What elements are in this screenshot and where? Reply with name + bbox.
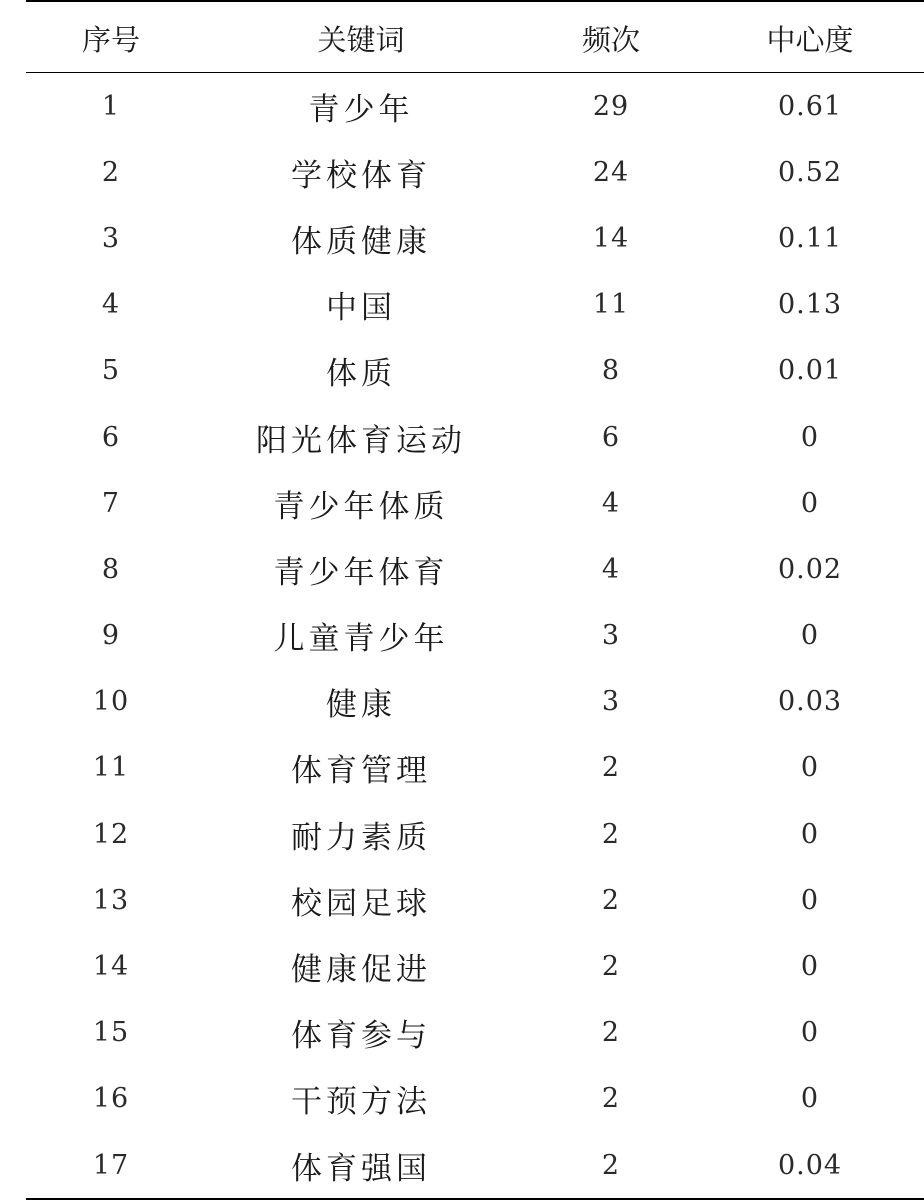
cell-keyword: 青少年体质	[273, 488, 449, 525]
cell-frequency: 24	[592, 156, 630, 188]
cell-index: 6	[101, 421, 121, 453]
header-keyword: 关键词	[317, 22, 405, 57]
cell-centrality: 0.52	[777, 156, 843, 188]
cell-index: 11	[92, 752, 130, 784]
cell-index: 7	[101, 487, 121, 519]
cell-frequency: 6	[601, 421, 621, 453]
cell-frequency: 4	[601, 553, 621, 585]
cell-frequency: 2	[601, 951, 621, 983]
table-row	[26, 73, 924, 140]
cell-frequency: 2	[601, 884, 621, 916]
table-row	[26, 1000, 924, 1066]
cell-centrality: 0	[800, 620, 820, 652]
cell-frequency: 8	[601, 355, 621, 387]
cell-centrality: 0.04	[777, 1149, 843, 1181]
table-row	[26, 404, 924, 470]
table-row	[26, 536, 924, 602]
cell-keyword: 耐力素质	[291, 819, 431, 856]
cell-centrality: 0	[800, 487, 820, 519]
cell-keyword: 中国	[326, 290, 396, 327]
cell-centrality: 0.03	[777, 686, 843, 718]
table-row	[26, 867, 924, 933]
cell-keyword: 健康	[326, 687, 396, 724]
cell-centrality: 0	[800, 818, 820, 850]
cell-keyword: 体育强国	[291, 1150, 431, 1187]
cell-index: 8	[101, 553, 121, 585]
header-row	[26, 1, 924, 73]
cell-frequency: 2	[601, 1149, 621, 1181]
cell-frequency: 4	[601, 487, 621, 519]
cell-index: 2	[101, 156, 121, 188]
table-row	[26, 669, 924, 735]
cell-keyword: 体育管理	[291, 753, 431, 790]
cell-centrality: 0	[800, 951, 820, 983]
header-index: 序号	[81, 22, 140, 57]
cell-index: 9	[101, 620, 121, 652]
cell-centrality: 0.11	[777, 222, 843, 254]
cell-centrality: 0	[800, 884, 820, 916]
keyword-frequency-table	[26, 0, 924, 1200]
table-row	[26, 603, 924, 669]
cell-index: 16	[92, 1083, 130, 1115]
table-row	[26, 1132, 924, 1199]
cell-centrality: 0	[800, 752, 820, 784]
cell-frequency: 29	[592, 90, 630, 122]
cell-keyword: 体质健康	[291, 223, 431, 260]
cell-centrality: 0.01	[777, 355, 843, 387]
cell-keyword: 阳光体育运动	[256, 422, 466, 459]
cell-frequency: 3	[601, 686, 621, 718]
cell-centrality: 0	[800, 1083, 820, 1115]
cell-frequency: 2	[601, 752, 621, 784]
cell-keyword: 干预方法	[291, 1084, 431, 1121]
table-row	[26, 1066, 924, 1132]
cell-keyword: 体育参与	[291, 1018, 431, 1055]
cell-index: 10	[92, 686, 130, 718]
cell-keyword: 学校体育	[291, 157, 431, 194]
cell-frequency: 3	[601, 620, 621, 652]
cell-centrality: 0	[800, 1017, 820, 1049]
cell-index: 3	[101, 222, 121, 254]
cell-keyword: 健康促进	[291, 952, 431, 989]
table-header	[26, 1, 924, 73]
table-row	[26, 470, 924, 536]
table-row	[26, 139, 924, 205]
cell-index: 17	[92, 1149, 130, 1181]
cell-index: 13	[92, 884, 130, 916]
keyword-table-container	[26, 0, 924, 1200]
table-row	[26, 272, 924, 338]
cell-index: 5	[101, 355, 121, 387]
cell-keyword: 儿童青少年	[273, 621, 449, 658]
cell-frequency: 11	[592, 289, 630, 321]
cell-keyword: 校园足球	[291, 885, 431, 922]
table-row	[26, 205, 924, 271]
cell-frequency: 2	[601, 1017, 621, 1049]
cell-centrality: 0.61	[777, 90, 843, 122]
cell-index: 15	[92, 1017, 130, 1049]
table-row	[26, 338, 924, 404]
cell-index: 14	[92, 951, 130, 983]
cell-keyword: 体质	[326, 356, 396, 393]
cell-centrality: 0	[800, 421, 820, 453]
cell-index: 12	[92, 818, 130, 850]
cell-keyword: 青少年	[308, 91, 414, 128]
cell-centrality: 0.13	[777, 289, 843, 321]
header-centrality: 中心度	[766, 22, 854, 57]
cell-frequency: 2	[601, 1083, 621, 1115]
cell-centrality: 0.02	[777, 553, 843, 585]
cell-index: 1	[101, 90, 121, 122]
cell-frequency: 14	[592, 222, 630, 254]
cell-frequency: 2	[601, 818, 621, 850]
cell-keyword: 青少年体育	[273, 554, 449, 591]
table-body	[26, 73, 924, 1200]
table-row	[26, 735, 924, 801]
header-frequency: 频次	[581, 22, 640, 57]
cell-index: 4	[101, 289, 121, 321]
table-row	[26, 933, 924, 999]
table-row	[26, 801, 924, 867]
